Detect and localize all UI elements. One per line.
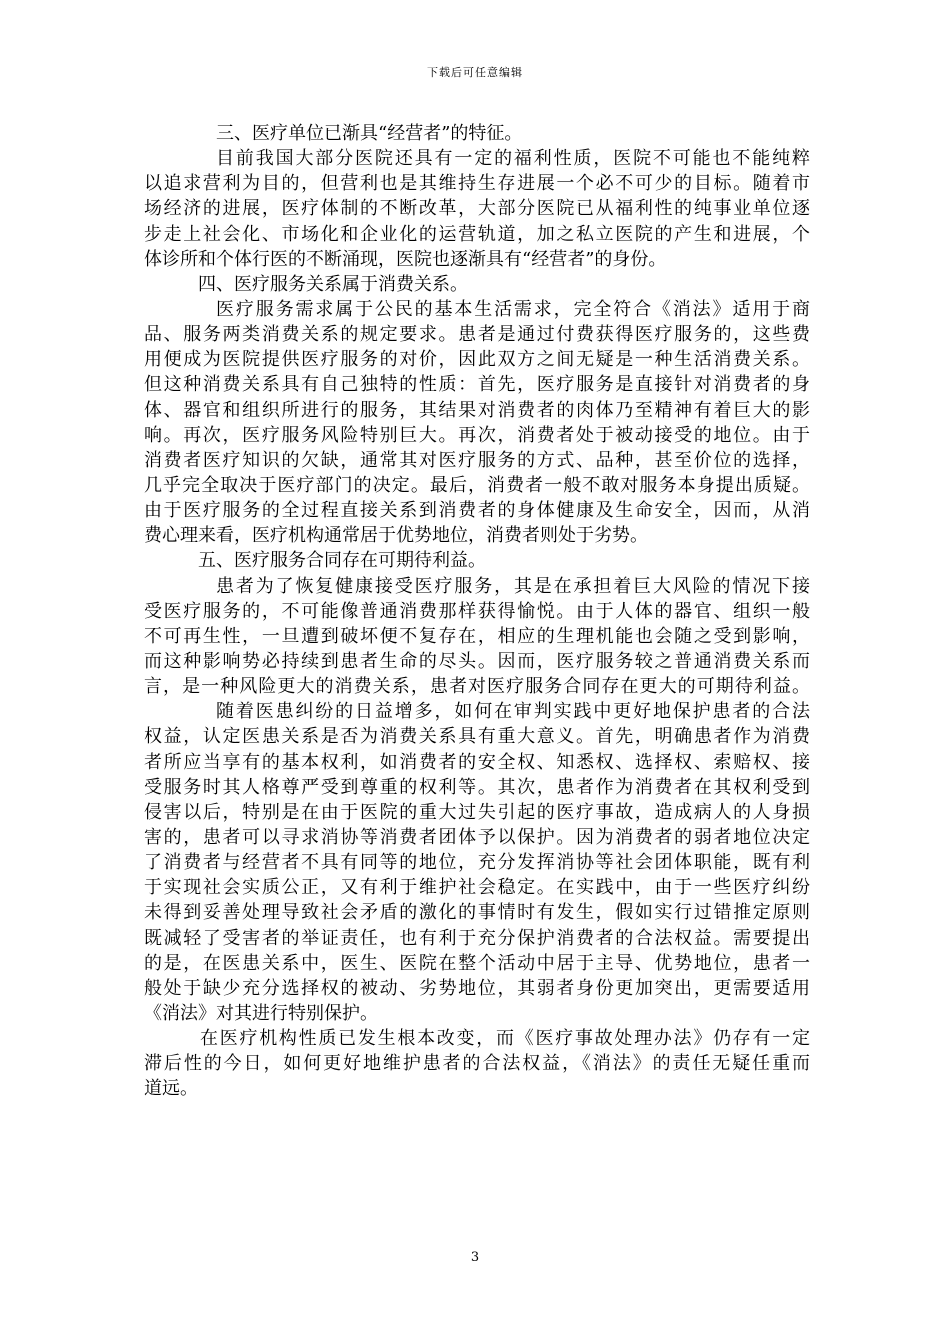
paragraph-line: 了消费者与经营者不具有同等的地位，充分发挥消协等社会团体职能，既有利 (144, 852, 810, 874)
paragraph-line: 用便成为医院提供医疗服务的对价，因此双方之间无疑是一种生活消费关系。 (144, 349, 810, 371)
paragraph-line: 患者为了恢复健康接受医疗服务，其是在承担着巨大风险的情况下接 (216, 575, 810, 597)
page-header: 下载后可任意编辑 (427, 66, 523, 79)
section-heading-4: 四、医疗服务关系属于消费关系。 (198, 273, 468, 295)
section-heading-5: 五、医疗服务合同存在可期待利益。 (198, 550, 486, 572)
paragraph-line: 者所应当享有的基本权利，如消费者的安全权、知悉权、选择权、索赔权、接 (144, 751, 810, 773)
paragraph-line: 道远。 (144, 1078, 198, 1100)
page-number: 3 (470, 1250, 480, 1265)
paragraph-line: 费心理来看，医疗机构通常居于优势地位，消费者则处于劣势。 (144, 525, 648, 547)
paragraph-line: 般处于缺少充分选择权的被动、劣势地位，其弱者身份更加突出，更需要适用 (144, 977, 810, 999)
paragraph-line: 权益，认定医患关系是否为消费关系具有重大意义。首先，明确患者作为消费 (144, 726, 810, 748)
paragraph-line: 但这种消费关系具有自己独特的性质：首先，医疗服务是直接针对消费者的身 (144, 374, 810, 396)
paragraph-line: 于实现社会实质公正，又有利于维护社会稳定。在实践中，由于一些医疗纠纷 (144, 877, 810, 899)
section-heading-3: 三、医疗单位已渐具“经营者”的特征。 (216, 123, 523, 144)
paragraph-line: 受医疗服务的，不可能像普通消费那样获得愉悦。由于人体的器官、组织一般 (144, 600, 810, 622)
paragraph-line: 受服务时其人格尊严受到尊重的权利等。其次，患者作为消费者在其权利受到 (144, 776, 810, 798)
paragraph-line: 《消法》对其进行特别保护。 (144, 1002, 378, 1024)
paragraph-line: 由于医疗服务的全过程直接关系到消费者的身体健康及生命安全，因而，从消 (144, 500, 810, 522)
paragraph-line: 滞后性的今日，如何更好地维护患者的合法权益，《消法》的责任无疑任重而 (144, 1053, 810, 1075)
paragraph-line: 以追求营利为目的，但营利也是其维持生存进展一个必不可少的目标。随着市 (144, 173, 810, 195)
paragraph-line: 的是，在医患关系中，医生、医院在整个活动中居于主导、优势地位，患者一 (144, 952, 810, 974)
paragraph-line: 目前我国大部分医院还具有一定的福利性质，医院不可能也不能纯粹 (216, 148, 810, 170)
paragraph-line: 医疗服务需求属于公民的基本生活需求，完全符合《消法》适用于商 (216, 298, 810, 320)
paragraph-line: 几乎完全取决于医疗部门的决定。最后，消费者一般不敢对服务本身提出质疑。 (144, 474, 810, 496)
paragraph-line: 既减轻了受害者的举证责任，也有利于充分保护消费者的合法权益。需要提出 (144, 927, 810, 949)
paragraph-line: 而这种影响势必持续到患者生命的尽头。因而，医疗服务较之普通消费关系而 (144, 650, 810, 672)
paragraph-line: 体、器官和组织所进行的服务，其结果对消费者的肉体乃至精神有着巨大的影 (144, 399, 810, 421)
paragraph-line: 体诊所和个体行医的不断涌现，医院也逐渐具有“经营者”的身份。 (144, 248, 667, 270)
document-body (144, 121, 810, 1101)
paragraph-line: 侵害以后，特别是在由于医院的重大过失引起的医疗事故，造成病人的人身损 (144, 801, 810, 823)
paragraph-line: 未得到妥善处理导致社会矛盾的激化的事情时有发生，假如实行过错推定原则 (144, 902, 810, 924)
paragraph-line: 消费者医疗知识的欠缺，通常其对医疗服务的方式、品种，甚至价位的选择， (144, 449, 810, 471)
paragraph-line: 不可再生性，一旦遭到破坏便不复存在，相应的生理机能也会随之受到影响， (144, 625, 810, 647)
paragraph-line: 言，是一种风险更大的消费关系，患者对医疗服务合同存在更大的可期待利益。 (144, 676, 810, 698)
paragraph-line: 随着医患纠纷的日益增多，如何在审判实践中更好地保护患者的合法 (216, 701, 810, 723)
paragraph-line: 品、服务两类消费关系的规定要求。患者是通过付费获得医疗服务的，这些费 (144, 324, 810, 346)
paragraph-line: 在医疗机构性质已发生根本改变，而《医疗事故处理办法》仍存有一定 (200, 1028, 810, 1050)
paragraph-line: 害的，患者可以寻求消协等消费者团体予以保护。因为消费者的弱者地位决定 (144, 826, 810, 848)
paragraph-line: 步走上社会化、市场化和企业化的运营轨道，加之私立医院的产生和进展，个 (144, 223, 810, 245)
paragraph-line: 响。再次，医疗服务风险特别巨大。再次，消费者处于被动接受的地位。由于 (144, 424, 810, 446)
paragraph-line: 场经济的进展，医疗体制的不断改革，大部分医院已从福利性的纯事业单位逐 (144, 198, 810, 220)
